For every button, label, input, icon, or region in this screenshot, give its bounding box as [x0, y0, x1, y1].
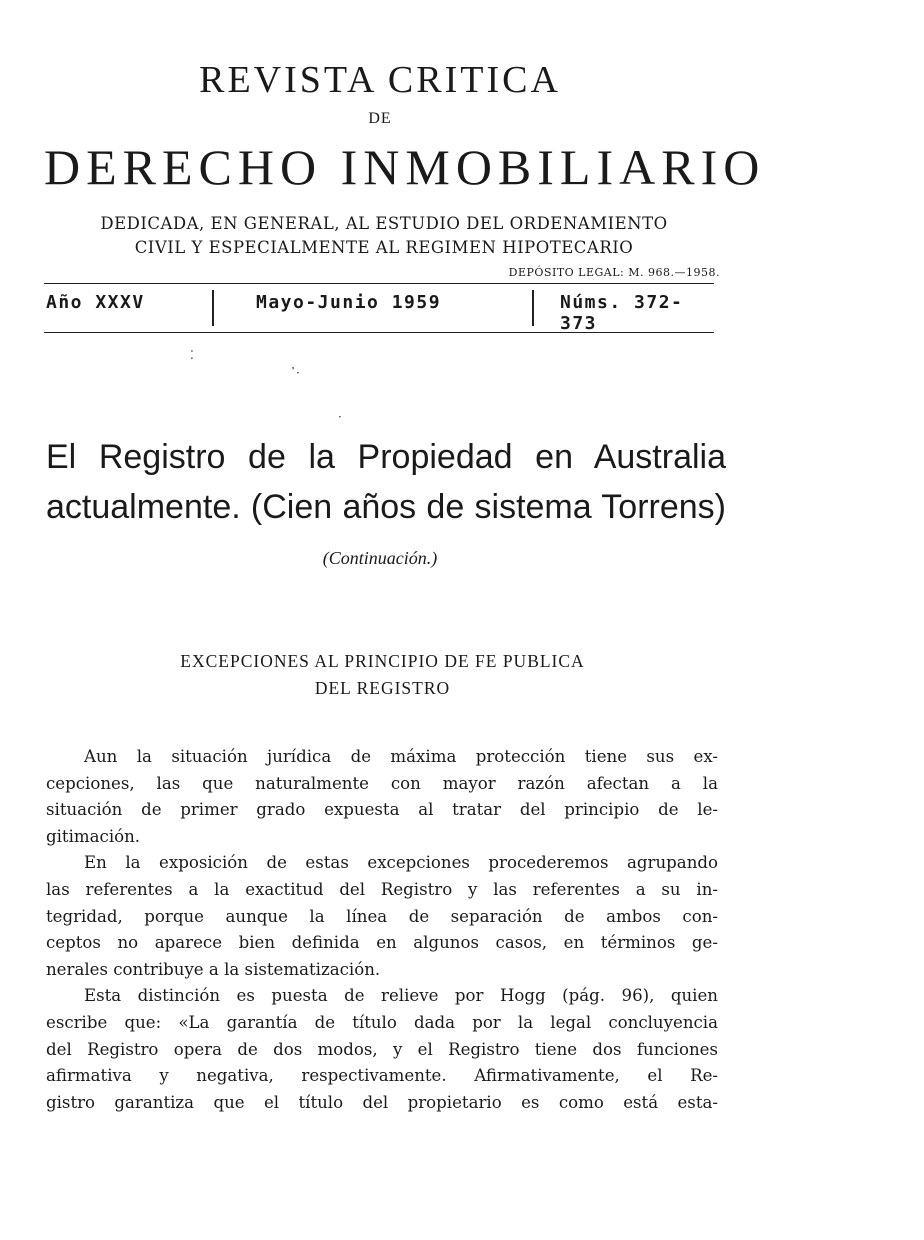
text-line: del Registro opera de dos modos, y el Registro tiene dos funciones: [46, 1039, 718, 1059]
issue-year: Año XXXV: [46, 292, 145, 313]
scan-speck: ᾿·: [290, 366, 300, 380]
section-heading-line-1: EXCEPCIONES AL PRINCIPIO DE FE PUBLICA: [180, 651, 585, 671]
text-line: escribe que: «La garantía de título dada por la legal concluyencia: [46, 1012, 718, 1032]
paragraph: [46, 983, 718, 1116]
text-line: nerales contribuye a la sistematización.: [46, 959, 381, 979]
text-line: gitimación.: [46, 826, 141, 846]
continuation-note: (Continuación.): [322, 548, 438, 568]
text-line: afirmativa y negativa, respectivamente. Afirmativamente, el Re-: [46, 1066, 718, 1086]
issue-numbers: Núms. 372-373: [560, 292, 684, 334]
text-line: Esta distinción es puesta de relieve por Hogg (pág. 96), quien: [84, 986, 718, 1006]
issue-divider: [212, 290, 214, 326]
article-title-line-2: actualmente. (Cien años de sistema Torrens): [46, 488, 726, 526]
paragraph: [46, 744, 718, 850]
issue-divider: [532, 290, 534, 326]
scan-speck: ·: [338, 410, 342, 424]
text-line: Aun la situación jurídica de máxima protección tiene sus ex-: [84, 747, 718, 766]
legal-deposit-note: DEPÓSITO LEGAL: M. 968.—1958.: [508, 266, 720, 279]
text-line: situación de primer grado expuesta al tratar del principio de le-: [46, 800, 718, 820]
text-line: cepciones, las que naturalmente con mayor razón afectan a la: [46, 773, 718, 793]
article-body: [46, 744, 718, 1116]
article-title-line-1: El Registro de la Propiedad en Australia: [46, 438, 726, 476]
journal-subtitle-line-2: CIVIL Y ESPECIALMENTE AL REGIMEN HIPOTECARIO: [134, 238, 634, 257]
text-line: En la exposición de estas excepciones procederemos agrupando: [84, 853, 718, 873]
text-line: gistro garantiza que el título del propietario es como está esta-: [46, 1092, 718, 1112]
section-heading-line-2: DEL REGISTRO: [314, 678, 451, 698]
paragraph: [46, 850, 718, 983]
journal-main-title: DERECHO INMOBILIARIO: [44, 139, 766, 195]
journal-title-connector: DE: [368, 110, 392, 127]
text-line: tegridad, porque aunque la línea de separación de ambos con-: [46, 906, 718, 926]
journal-subtitle-line-1: DEDICADA, EN GENERAL, AL ESTUDIO DEL ORDENAMIENTO: [100, 214, 668, 233]
journal-title: REVISTA CRITICA: [199, 59, 561, 101]
section-heading: [100, 648, 665, 702]
journal-subtitle: [44, 212, 724, 260]
text-line: ceptos no aparece bien definida en algunos casos, en términos ge-: [46, 933, 718, 953]
issue-info-bar: [44, 283, 714, 333]
scan-speck: ⁚: [190, 348, 194, 362]
issue-date: Mayo-Junio 1959: [256, 292, 442, 313]
article-title: [46, 432, 726, 532]
text-line: las referentes a la exactitud del Registro y las referentes a su in-: [46, 879, 718, 899]
